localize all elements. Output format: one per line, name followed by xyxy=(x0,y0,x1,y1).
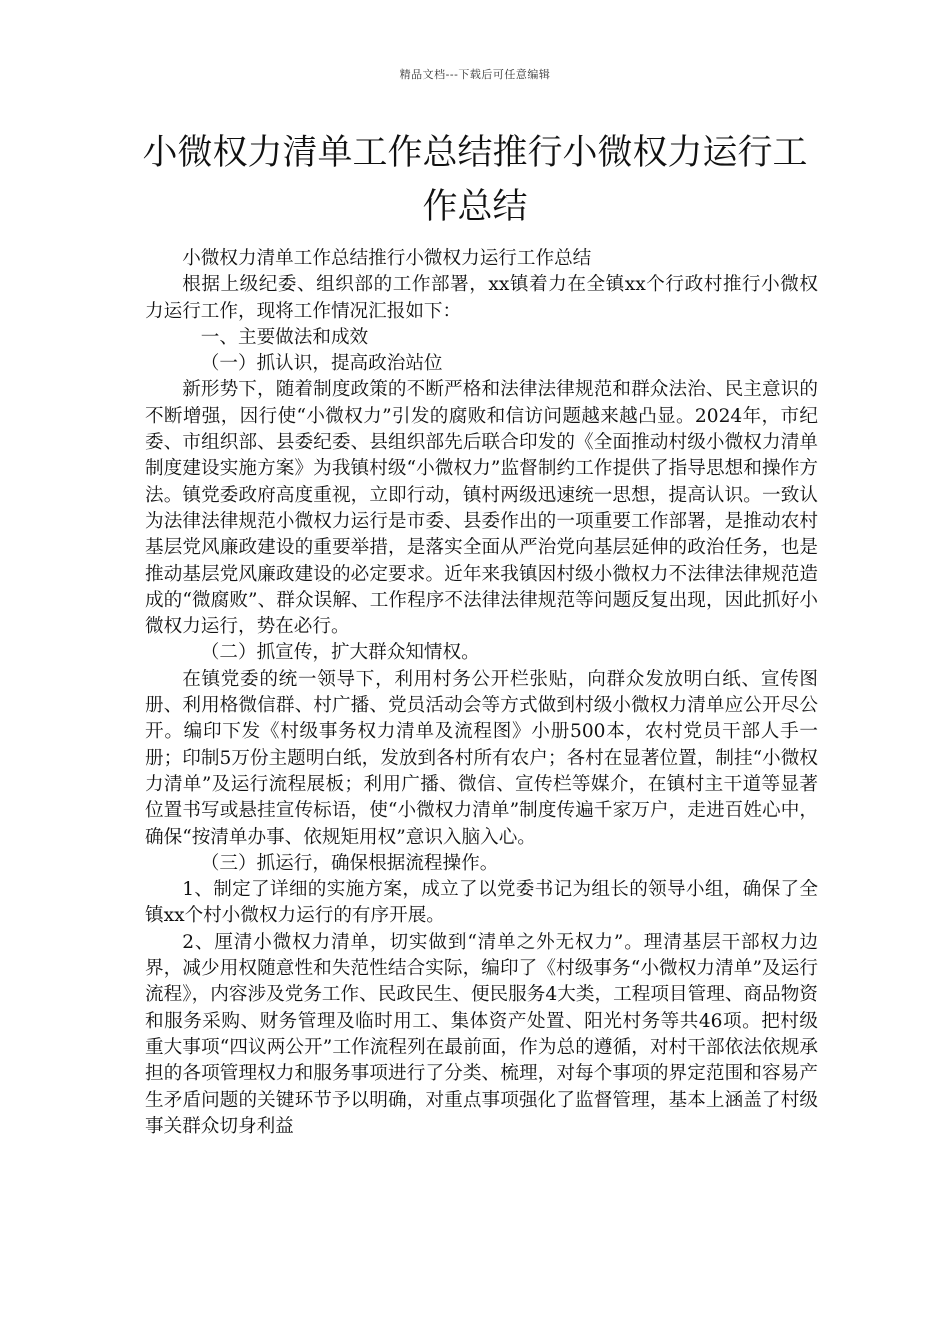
subsection-heading: （一）抓认识，提高政治站位 xyxy=(200,353,443,375)
subsection-heading: （二）抓宣传，扩大群众知情权。 xyxy=(200,642,480,664)
paragraph: 2、厘清小微权力清单，切实做到“清单之外无权力”。理清基层干部权力边界，减少用权随意性和失范性结合实际，编印了《村级事务“小微权力清单”及运行流程》，内容涉及党务工作、民政民生、便民服务4大类，工程项目管理、商品物资和服务采购、财务管理及临时用工、集体资产处置、阳光村务等共46项。把村级重大事项“四议两公开”工作流程列在最前面，作为总的遵循，对村干部依法依规承担的各项管理权力和服务事项进行了分类、梳理，对每个事项的界定范围和容易产生矛盾问题的关键环节予以明确，对重点事项强化了监督管理，基本上涵盖了村级事关群众切身利益 xyxy=(145,931,818,1137)
document-body xyxy=(145,246,818,1140)
paragraph: 在镇党委的统一领导下，利用村务公开栏张贴，向群众发放明白纸、宣传图册、利用格微信群、村广播、党员活动会等方式做到村级小微权力清单应公开尽公开。编印下发《村级事务权力清单及流程图》小册500本，农村党员干部人手一册；印制5万份主题明白纸，发放到各村所有农户；各村在显著位置，制挂“小微权力清单”及运行流程展板；利用广播、微信、宣传栏等媒介，在镇村主干道等显著位置书写或悬挂宣传标语，使“小微权力清单”制度传遍千家万户，走进百姓心中，确保“按清单办事、依规矩用权”意识入脑入心。 xyxy=(145,668,818,848)
section-heading: 一、主要做法和成效 xyxy=(200,326,369,348)
document-title: 小微权力清单工作总结推行小微权力运行工作总结 xyxy=(142,133,808,227)
paragraph: 根据上级纪委、组织部的工作部署，xx镇着力在全镇xx个行政村推行小微权力运行工作，现将工作情况汇报如下： xyxy=(145,274,818,322)
paragraph: 新形势下，随着制度政策的不断严格和法律法律规范和群众法治、民主意识的不断增强，因行使“小微权力”引发的腐败和信访问题越来越凸显。2024年，市纪委、市组织部、县委纪委、县组织部先后联合印发的《全面推动村级小微权力清单制度建设实施方案》为我镇村级“小微权力”监督制约工作提供了指导思想和操作方法。镇党委政府高度重视，立即行动，镇村两级迅速统一思想，提高认识。一致认为法律法律规范小微权力运行是市委、县委作出的一项重要工作部署，是推动农村基层党风廉政建设的重要举措，是落实全面从严治党向基层延伸的政治任务，也是推动基层党风廉政建设的必定要求。近年来我镇因村级小微权力不法律法律规范造成的“微腐败”、群众误解、工作程序不法律法律规范等问题反复出现，因此抓好小微权力运行，势在必行。 xyxy=(145,379,818,638)
paragraph: 小微权力清单工作总结推行小微权力运行工作总结 xyxy=(182,248,592,269)
header-note: 精品文档---下载后可任意编辑 xyxy=(399,68,551,81)
paragraph: 1、制定了详细的实施方案，成立了以党委书记为组长的领导小组，确保了全镇xx个村小微权力运行的有序开展。 xyxy=(145,879,818,927)
subsection-heading: （三）抓运行，确保根据流程操作。 xyxy=(200,852,499,874)
